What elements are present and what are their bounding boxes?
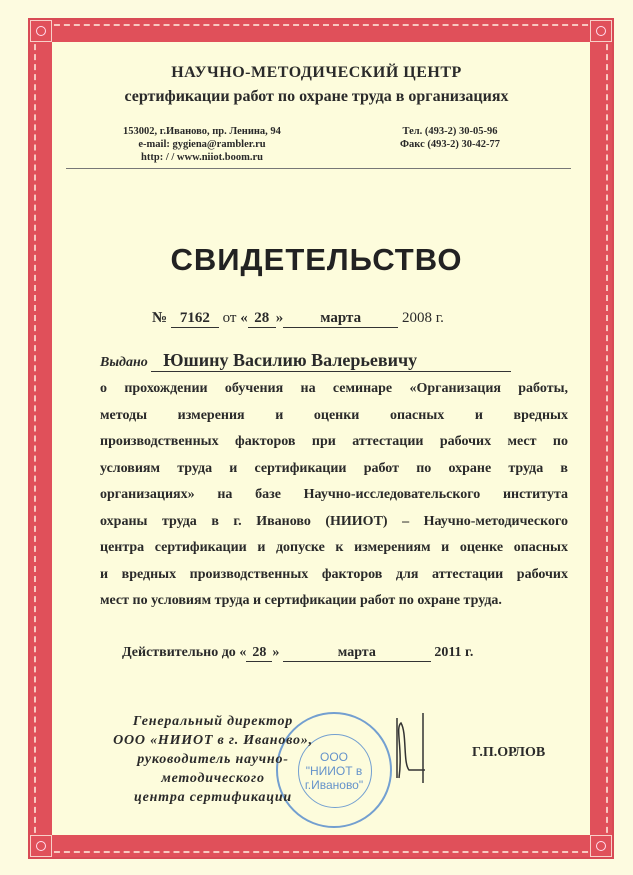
- from-label: от: [222, 310, 237, 326]
- body-line: мест по условиям труда и сертификации работ по охране труда.: [100, 593, 502, 608]
- border-corner-ornament: [590, 835, 612, 857]
- signatory-title: [88, 712, 338, 807]
- valid-until-line: [122, 645, 473, 662]
- signatory-line: центра сертификации: [133, 790, 292, 805]
- body-line: организациях» на базе Научно-исследовательского института: [100, 487, 568, 502]
- issue-year: 2008 г.: [401, 310, 444, 326]
- address: 153002, г.Иваново, пр. Ленина, 94: [123, 126, 281, 137]
- issue-month: марта: [283, 310, 398, 328]
- phone: Тел. (493-2) 30-05-96: [402, 126, 498, 137]
- body-line: и вредных производственных факторов для аттестации рабочих: [100, 566, 568, 582]
- certificate-body: [100, 376, 568, 615]
- org-subtitle: сертификации работ по охране труда в организациях: [124, 88, 509, 105]
- issued-label: Выдано: [100, 355, 148, 370]
- phone-block: [385, 125, 515, 151]
- number-sign: №: [152, 310, 168, 326]
- body-line: методы измерения и оценки опасных и вредных: [100, 407, 568, 423]
- document-title: СВИДЕТЕЛЬСТВО: [170, 242, 463, 277]
- stamp-text: г.Иваново": [304, 778, 364, 792]
- signatory-line: ООО «НИИОТ в г. Иваново»,: [113, 733, 313, 748]
- signatory-name: Г.П.ОРЛОВ: [472, 745, 546, 760]
- border-corner-ornament: [30, 835, 52, 857]
- fax: Факс (493-2) 30-42-77: [400, 139, 500, 150]
- valid-year: 2011 г.: [434, 645, 474, 660]
- body-line: центра сертификации и допуске к измерениям и оценке опасных: [100, 540, 568, 555]
- website: http: / / www.niiot.boom.ru: [141, 152, 263, 163]
- issue-day: 28: [248, 310, 276, 328]
- valid-label: Действительно до: [122, 645, 236, 660]
- certificate-number: 7162: [171, 310, 219, 328]
- quote-open: «: [240, 310, 248, 326]
- number-date-line: [152, 310, 444, 328]
- quote-open: «: [239, 645, 247, 660]
- handwritten-signature: [385, 708, 435, 788]
- body-line: охраны труда в г. Иваново (НИИОТ) – Научно-методического: [100, 513, 568, 529]
- issued-line: [100, 350, 511, 372]
- contact-block: [112, 125, 292, 164]
- signatory-line: руководитель научно-методического: [137, 752, 289, 786]
- body-line: производственных факторов при аттестации рабочих мест по: [100, 434, 568, 449]
- stamp-text: ООО: [319, 750, 348, 764]
- org-title: НАУЧНО-МЕТОДИЧЕСКИЙ ЦЕНТР: [171, 64, 462, 81]
- signatory-line: Генеральный директор: [132, 714, 294, 729]
- border-corner-ornament: [590, 20, 612, 42]
- email: e-mail: gygiena@rambler.ru: [138, 139, 266, 150]
- quote-close: »: [272, 645, 280, 660]
- header-divider: [66, 168, 571, 169]
- quote-close: »: [275, 310, 284, 326]
- valid-day: 28: [246, 645, 272, 662]
- body-line: условиям труда и сертификации работ по охране труда в: [100, 460, 568, 476]
- recipient-name: Юшину Василию Валерьевичу: [151, 350, 511, 372]
- stamp-text: "НИИОТ в: [305, 764, 363, 778]
- border-corner-ornament: [30, 20, 52, 42]
- valid-month: марта: [283, 645, 431, 662]
- body-line: о прохождении обучения на семинаре «Организация работы,: [100, 381, 568, 396]
